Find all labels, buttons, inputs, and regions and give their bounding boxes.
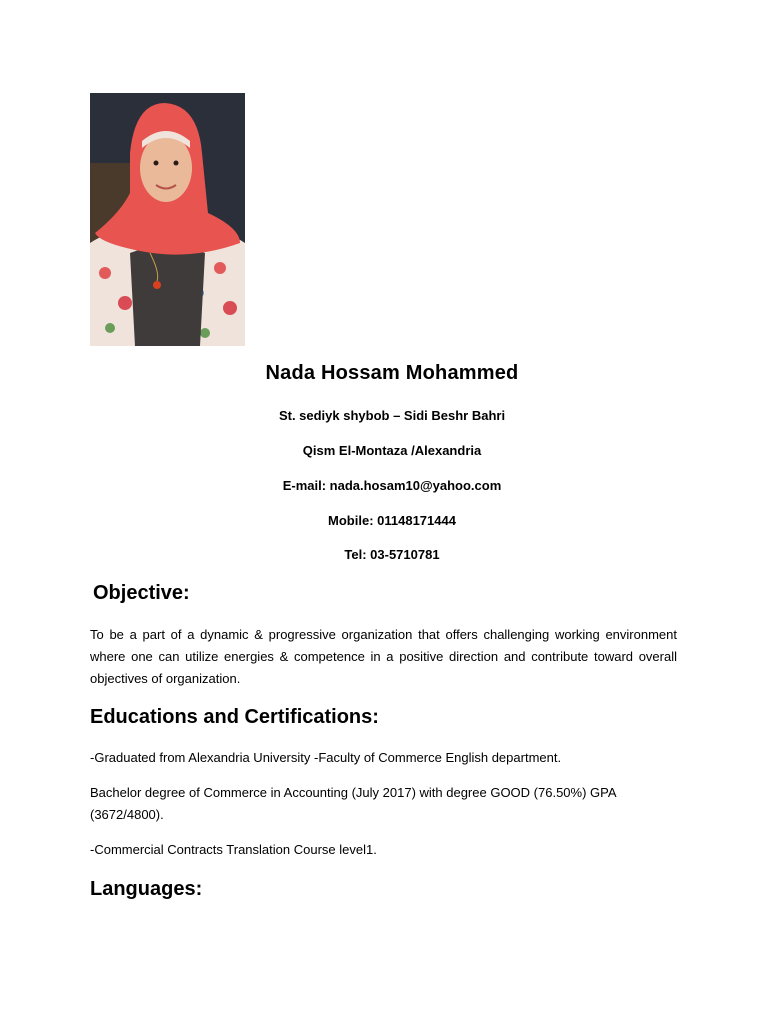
- education-item: -Commercial Contracts Translation Course level1.: [90, 842, 377, 857]
- objective-heading: Objective:: [93, 582, 190, 604]
- address-line-1: St. sediyk shybob – Sidi Beshr Bahri: [278, 408, 506, 423]
- profile-photo: [90, 93, 245, 346]
- email-line: E-mail: nada.hosam10@yahoo.com: [282, 478, 502, 493]
- education-item: Bachelor degree of Commerce in Accounting (July 2017) with degree GOOD (76.50%) GPA (3672/4800).: [90, 785, 616, 822]
- mobile-line: Mobile: 01148171444: [328, 513, 456, 528]
- languages-heading: Languages:: [90, 878, 203, 900]
- tel-line: Tel: 03-5710781: [344, 547, 440, 562]
- education-item: -Graduated from Alexandria University -Faculty of Commerce English department.: [90, 750, 562, 765]
- education-heading: Educations and Certifications:: [90, 706, 379, 728]
- candidate-name: Nada Hossam Mohammed: [265, 362, 519, 384]
- objective-text: To be a part of a dynamic & progressive organization that offers challenging working environment where one can utilize energies & competence in a positive direction and contribute toward overall objectives of organization.: [90, 627, 677, 686]
- address-line-2: Qism El-Montaza /Alexandria: [302, 443, 482, 458]
